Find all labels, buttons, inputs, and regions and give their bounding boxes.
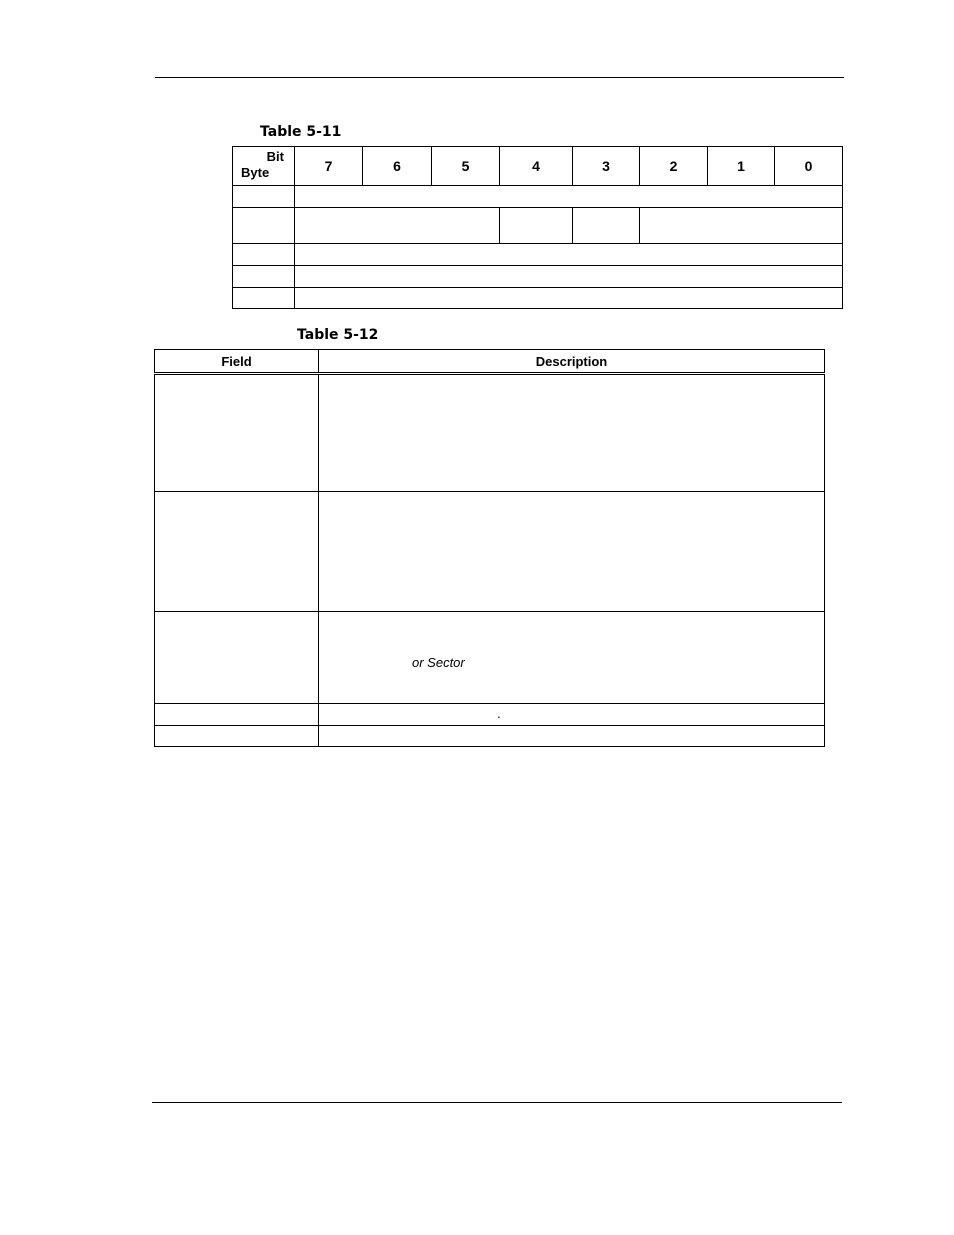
byte-cell <box>233 288 295 309</box>
field-cell <box>295 288 843 309</box>
table-5-12-row <box>155 492 825 612</box>
description-cell <box>319 726 825 747</box>
table-5-11-row <box>233 208 843 244</box>
field-cell <box>295 244 843 266</box>
field-cell <box>295 266 843 288</box>
header-rule <box>155 77 844 78</box>
field-column-header: Field <box>155 350 319 374</box>
byte-cell <box>233 244 295 266</box>
bit-column-2: 2 <box>640 147 708 186</box>
field-cell <box>155 374 319 492</box>
footer-rule <box>152 1102 842 1103</box>
table-5-11 <box>232 146 843 309</box>
sector-note-fragment: or Sector <box>412 655 465 670</box>
bit-label: Bit <box>266 149 284 164</box>
table-5-11-row <box>233 266 843 288</box>
description-cell <box>319 612 825 704</box>
field-cell <box>640 208 843 244</box>
field-cell <box>155 704 319 726</box>
byte-cell <box>233 186 295 208</box>
field-cell <box>500 208 573 244</box>
table-5-11-row <box>233 244 843 266</box>
bit-column-3: 3 <box>573 147 640 186</box>
field-cell <box>295 186 843 208</box>
bit-column-1: 1 <box>708 147 775 186</box>
description-cell <box>319 374 825 492</box>
field-cell <box>155 492 319 612</box>
table-5-11-row <box>233 288 843 309</box>
bit-column-6: 6 <box>363 147 432 186</box>
description-cell <box>319 704 825 726</box>
field-cell <box>155 726 319 747</box>
field-cell <box>573 208 640 244</box>
bit-byte-corner-cell <box>233 147 295 186</box>
table-5-12-row <box>155 374 825 492</box>
table-5-12 <box>154 349 825 747</box>
bit-column-0: 0 <box>775 147 843 186</box>
table-5-11-header-row <box>233 147 843 186</box>
bit-column-4: 4 <box>500 147 573 186</box>
table-5-12-row <box>155 612 825 704</box>
byte-label: Byte <box>241 165 270 180</box>
period-fragment: . <box>497 706 501 721</box>
description-column-header: Description <box>319 350 825 374</box>
table-5-12-caption: Table 5-12 <box>297 327 379 343</box>
byte-cell <box>233 208 295 244</box>
description-cell <box>319 492 825 612</box>
table-5-11-caption: Table 5-11 <box>260 124 342 140</box>
table-5-11-row <box>233 186 843 208</box>
table-5-12-header-row <box>155 350 825 374</box>
byte-cell <box>233 266 295 288</box>
field-cell <box>155 612 319 704</box>
table-5-12-row <box>155 726 825 747</box>
bit-column-5: 5 <box>432 147 500 186</box>
bit-column-7: 7 <box>295 147 363 186</box>
field-cell <box>295 208 500 244</box>
table-5-12-row <box>155 704 825 726</box>
